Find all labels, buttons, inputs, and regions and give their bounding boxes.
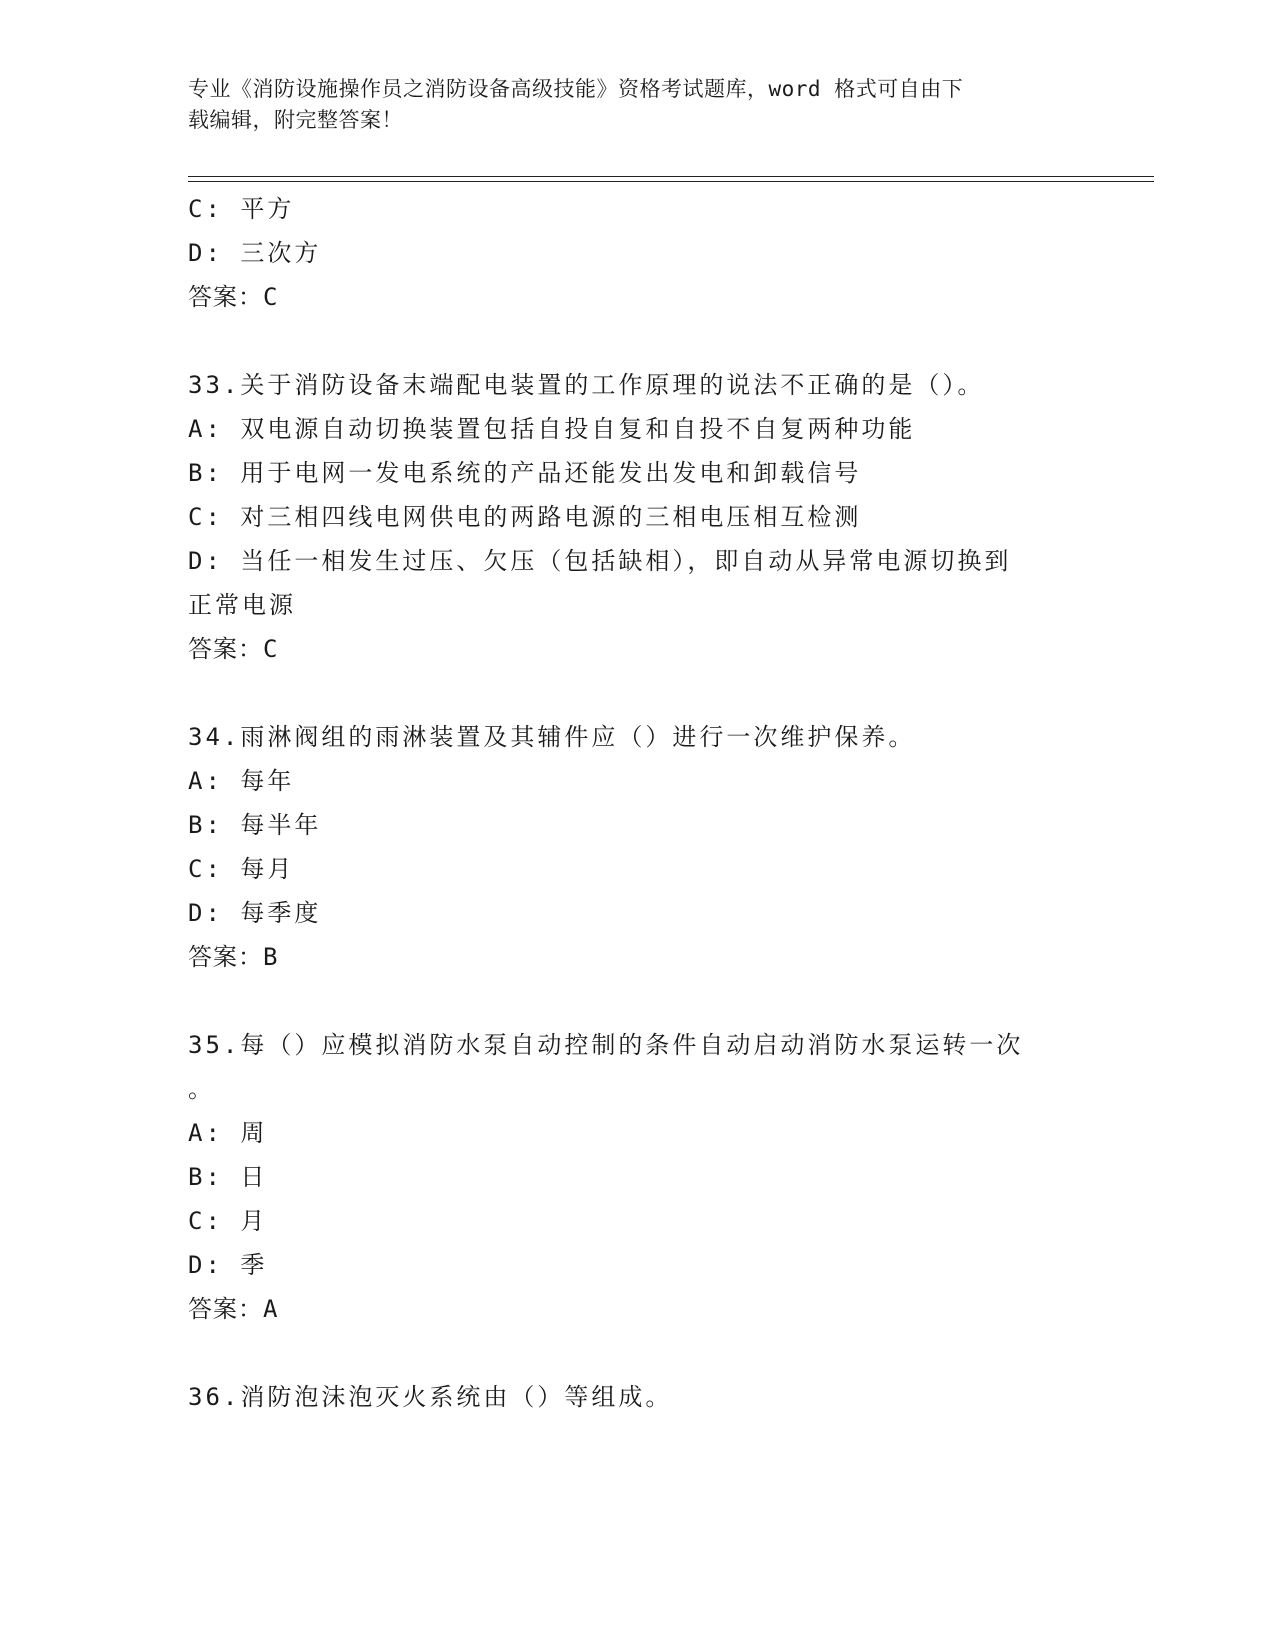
option-d: D: 每季度 bbox=[188, 899, 322, 927]
header-line-2: 载编辑，附完整答案！ bbox=[188, 108, 403, 132]
option-b: B: 用于电网一发电系统的产品还能发出发电和卸载信号 bbox=[188, 459, 862, 487]
option-d: D: 季 bbox=[188, 1251, 268, 1279]
option-c: C: 对三相四线电网供电的两路电源的三相电压相互检测 bbox=[188, 503, 862, 531]
answer-line: 答案：B bbox=[188, 943, 279, 971]
question-35-continuation: 。 bbox=[188, 1075, 215, 1103]
question-35: 35.每（）应模拟消防水泵自动控制的条件自动启动消防水泵运转一次 bbox=[188, 1031, 1024, 1059]
answer-line: 答案：C bbox=[188, 283, 279, 311]
option-b: B: 每半年 bbox=[188, 811, 322, 839]
answer-line: 答案：C bbox=[188, 635, 279, 663]
option-d: D: 当任一相发生过压、欠压（包括缺相），即自动从异常电源切换到 bbox=[188, 547, 1012, 575]
option-c: C: 月 bbox=[188, 1207, 268, 1235]
option-d-continuation: 正常电源 bbox=[188, 591, 296, 619]
question-34: 34.雨淋阀组的雨淋装置及其辅件应（）进行一次维护保养。 bbox=[188, 723, 916, 751]
option-a: A: 双电源自动切换装置包括自投自复和自投不自复两种功能 bbox=[188, 415, 916, 443]
header-rule-top bbox=[188, 176, 1154, 177]
question-33: 33.关于消防设备末端配电装置的工作原理的说法不正确的是（）。 bbox=[188, 371, 985, 399]
option-d: D: 三次方 bbox=[188, 239, 322, 267]
option-c: C: 平方 bbox=[188, 195, 295, 223]
option-b: B: 日 bbox=[188, 1163, 268, 1191]
option-c: C: 每月 bbox=[188, 855, 295, 883]
option-a: A: 每年 bbox=[188, 767, 295, 795]
question-36: 36.消防泡沫泡灭火系统由（）等组成。 bbox=[188, 1383, 673, 1411]
answer-line: 答案：A bbox=[188, 1295, 279, 1323]
option-a: A: 周 bbox=[188, 1119, 268, 1147]
header-rule-bottom bbox=[188, 181, 1154, 182]
header-line-1: 专业《消防设施操作员之消防设备高级技能》资格考试题库，word 格式可自由下 bbox=[188, 77, 964, 101]
page-header bbox=[188, 74, 1068, 136]
